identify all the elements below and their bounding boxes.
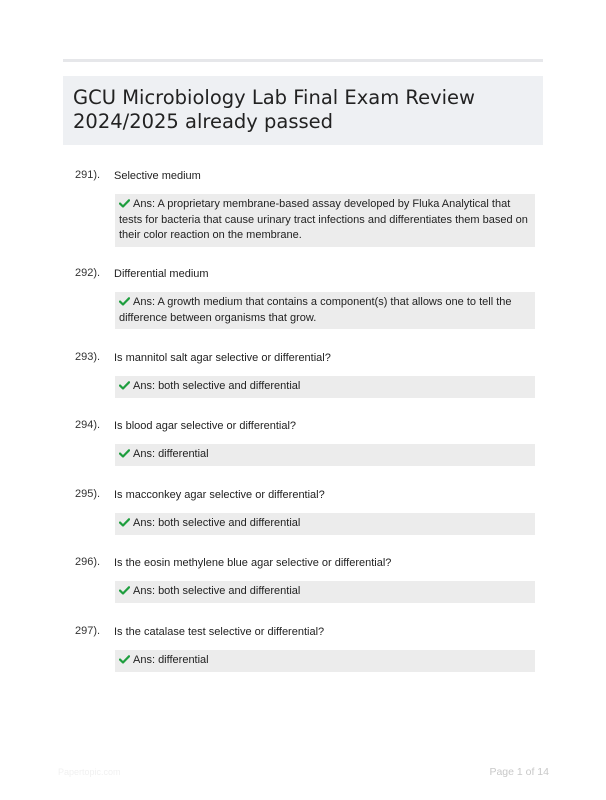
question-text: Differential medium (114, 268, 209, 280)
question-row (75, 350, 535, 366)
question-number: 291). (75, 169, 101, 181)
check-icon (119, 518, 130, 527)
answer-box (115, 292, 535, 329)
answer-text: Ans: differential (133, 448, 209, 460)
question-number: 294). (75, 419, 101, 431)
check-icon (119, 381, 130, 390)
answer-text: Ans: A growth medium that contains a component(s) that allows one to tell the difference between organisms that grow. (119, 296, 512, 324)
document-title-line-1: GCU Microbiology Lab Final Exam Review (73, 86, 475, 109)
question-row (75, 266, 535, 282)
answer-text: Ans: both selective and differential (133, 585, 301, 597)
answer-text: Ans: A proprietary membrane-based assay developed by Fluka Analytical that tests for bacteria that cause urinary tract infections and differentiates them based on their color reaction on the membrane. (119, 198, 528, 241)
question-number: 295). (75, 488, 101, 500)
qa-item (75, 624, 535, 672)
answer-box (115, 650, 535, 672)
answer-text: Ans: differential (133, 654, 209, 666)
answer-box (115, 444, 535, 466)
footer-watermark: Papertopic.com (58, 767, 121, 777)
check-icon (119, 199, 130, 208)
question-text: Is macconkey agar selective or differential? (114, 489, 325, 501)
check-icon (119, 586, 130, 595)
question-number: 297). (75, 625, 101, 637)
question-row (75, 168, 535, 184)
question-number: 292). (75, 267, 101, 279)
answer-text: Ans: both selective and differential (133, 380, 301, 392)
page-indicator: Page 1 of 14 (489, 766, 549, 778)
title-banner (63, 76, 543, 145)
answer-box (115, 194, 535, 247)
question-text: Selective medium (114, 170, 201, 182)
question-row (75, 487, 535, 503)
qa-item (75, 350, 535, 398)
check-icon (119, 449, 130, 458)
question-row (75, 555, 535, 571)
question-row (75, 624, 535, 640)
qa-item (75, 418, 535, 466)
qa-item (75, 168, 535, 247)
document-title-line-2: 2024/2025 already passed (73, 110, 334, 133)
question-text: Is blood agar selective or differential? (114, 420, 297, 432)
answer-box (115, 376, 535, 398)
question-row (75, 418, 535, 434)
top-divider (63, 59, 543, 62)
qa-item (75, 266, 535, 329)
check-icon (119, 655, 130, 664)
qa-item (75, 487, 535, 535)
question-text: Is mannitol salt agar selective or differential? (114, 352, 331, 364)
question-number: 293). (75, 351, 101, 363)
qa-item (75, 555, 535, 603)
answer-text: Ans: both selective and differential (133, 517, 301, 529)
question-text: Is the eosin methylene blue agar selective or differential? (114, 557, 392, 569)
question-text: Is the catalase test selective or differential? (114, 626, 325, 638)
answer-box (115, 581, 535, 603)
question-number: 296). (75, 556, 101, 568)
answer-box (115, 513, 535, 535)
check-icon (119, 297, 130, 306)
